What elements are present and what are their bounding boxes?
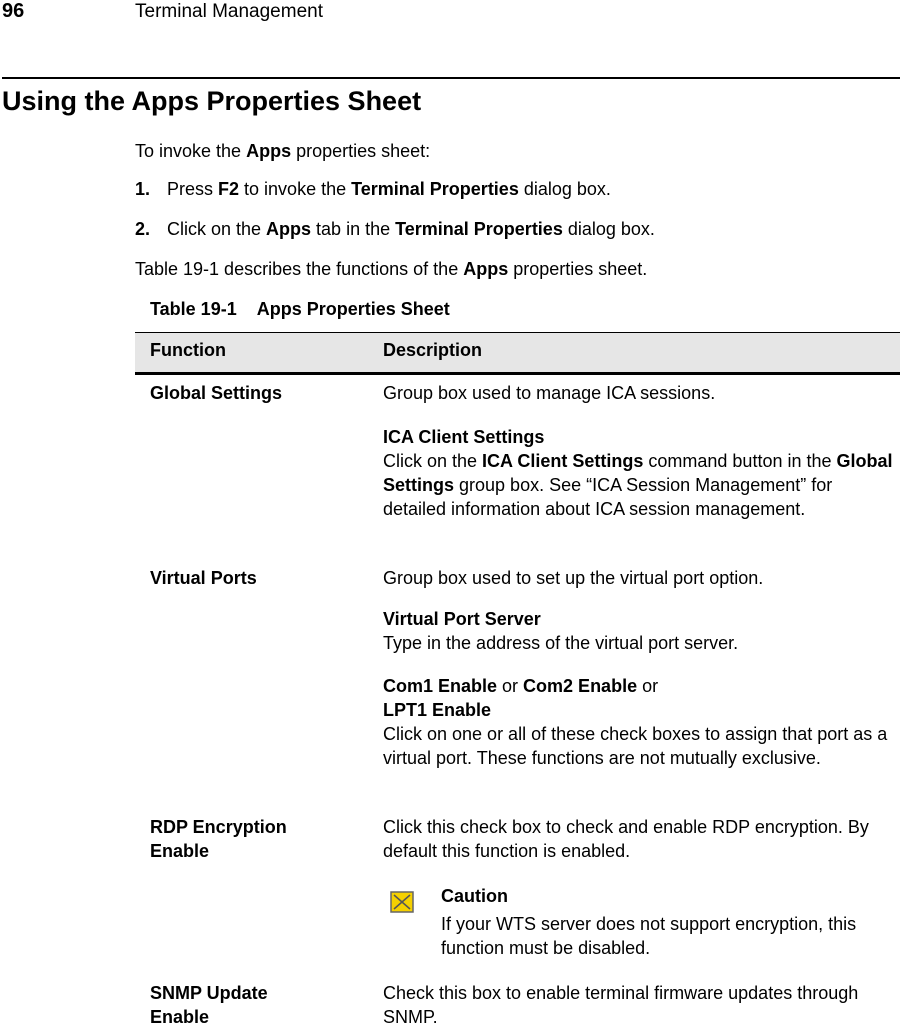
table-caption-number: Table 19-1 bbox=[150, 299, 237, 319]
table-header-rule bbox=[135, 372, 900, 375]
description-global-settings: Group box used to manage ICA sessions. bbox=[383, 383, 716, 403]
intro-paragraph: To invoke the Apps properties sheet: bbox=[135, 141, 431, 161]
table-header-row bbox=[135, 332, 900, 374]
step-1 bbox=[135, 177, 611, 201]
column-header-function: Function bbox=[150, 340, 226, 360]
step-2 bbox=[135, 217, 655, 241]
table-caption bbox=[150, 299, 450, 320]
table-intro-paragraph: Table 19-1 describes the functions of the Apps properties sheet. bbox=[135, 259, 648, 279]
step-text: Press F2 to invoke the Terminal Properties dialog box. bbox=[167, 179, 611, 199]
subheading-ica-client-settings: ICA Client Settings bbox=[383, 427, 545, 447]
description-rdp-encryption: Click this check box to check and enable RDP encryption. By default this function is enabled. bbox=[383, 817, 869, 861]
description-virtual-ports: Group box used to set up the virtual port option. bbox=[383, 568, 764, 588]
caution-icon bbox=[390, 891, 414, 913]
subheading-lpt1-enable: LPT1 Enable bbox=[383, 700, 492, 720]
function-virtual-ports: Virtual Ports bbox=[150, 568, 257, 588]
subheading-virtual-port-server: Virtual Port Server bbox=[383, 609, 541, 629]
description-virtual-port-server: Virtual Port Server Type in the address of the virtual port server. bbox=[383, 609, 739, 653]
function-global-settings: Global Settings bbox=[150, 383, 283, 403]
header-rule bbox=[2, 77, 900, 79]
table-caption-title: Apps Properties Sheet bbox=[256, 299, 450, 319]
column-header-description: Description bbox=[383, 340, 483, 360]
running-title: Terminal Management bbox=[135, 1, 323, 22]
caution-title: Caution bbox=[441, 886, 508, 906]
caution-text: If your WTS server does not support encryption, this function must be disabled. bbox=[441, 914, 857, 958]
step-number: 2. bbox=[135, 219, 151, 239]
description-ica-client-settings: ICA Client Settings Click on the ICA Client Settings command button in the Global Settings group box. See “ICA Session Management” for detailed information about ICA session management. bbox=[383, 427, 893, 519]
function-rdp-encryption-enable: RDP Encryption Enable bbox=[150, 817, 287, 861]
step-text: Click on the Apps tab in the Terminal Properties dialog box. bbox=[167, 219, 655, 239]
page-number: 96 bbox=[2, 0, 25, 22]
description-com-enable: Com1 Enable or Com2 Enable or LPT1 Enable Click on one or all of these check boxes to assign that port as a virtual port. These functions are not mutually exclusive. bbox=[383, 676, 888, 768]
step-number: 1. bbox=[135, 179, 151, 199]
section-title: Using the Apps Properties Sheet bbox=[2, 86, 422, 116]
description-snmp-update: Check this box to enable terminal firmware updates through SNMP. bbox=[383, 983, 859, 1027]
function-snmp-update-enable: SNMP Update Enable bbox=[150, 983, 268, 1027]
